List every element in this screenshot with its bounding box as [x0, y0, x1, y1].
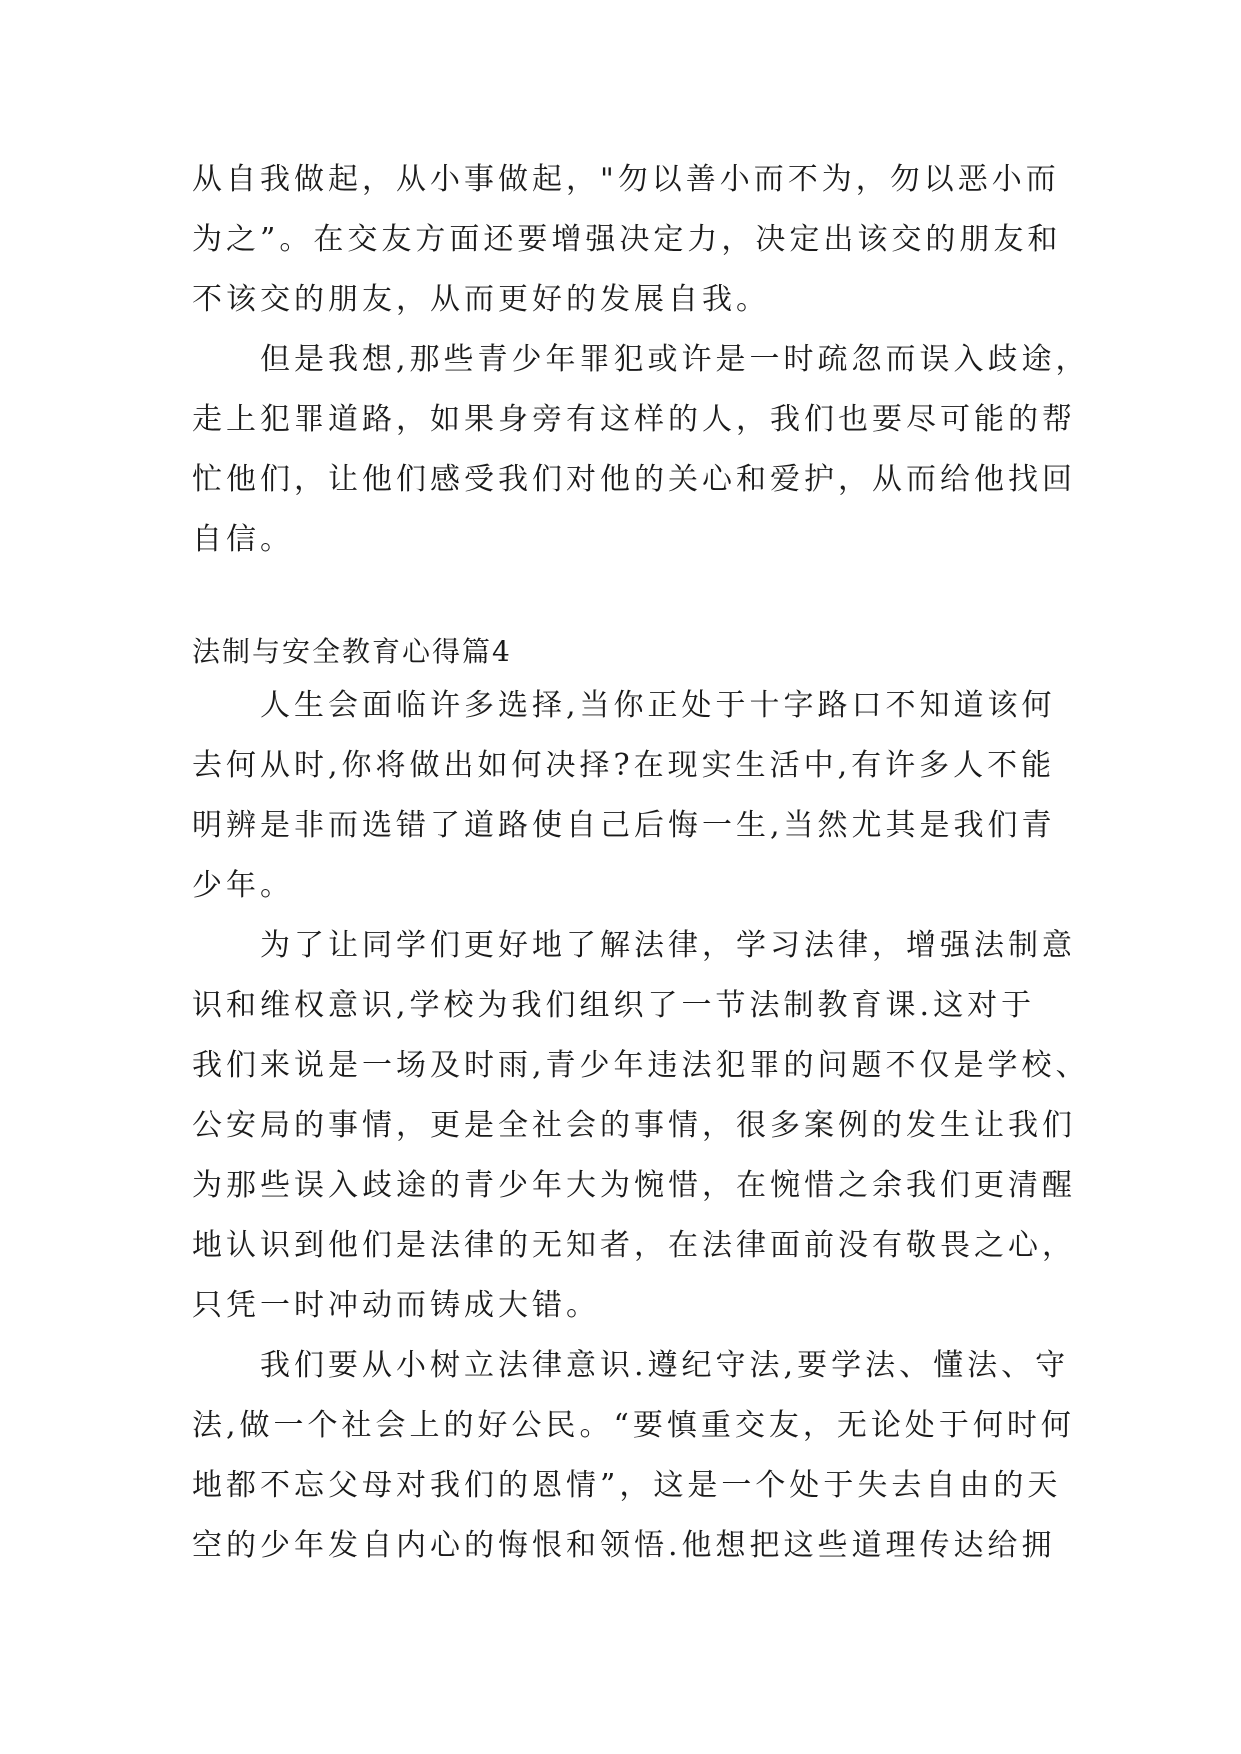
text-line: 地认识到他们是法律的无知者，在法律面前没有敬畏之心，	[192, 1228, 1076, 1263]
text-line: 我们要从小树立法律意识.遵纪守法,要学法、懂法、守	[192, 1348, 1070, 1383]
text-line: 识和维权意识,学校为我们组织了一节法制教育课.这对于	[192, 988, 1036, 1023]
text-line: 从自我做起，从小事做起，"勿以善小而不为，勿以恶小而	[192, 162, 1060, 197]
text-line: 自信。	[192, 522, 294, 557]
text-line: 少年。	[192, 868, 294, 903]
text-line: 只凭一时冲动而铸成大错。	[192, 1288, 600, 1323]
text-line: 为之”。在交友方面还要增强决定力，决定出该交的朋友和	[192, 222, 1062, 257]
text-line: 公安局的事情，更是全社会的事情，很多案例的发生让我们	[192, 1108, 1076, 1143]
text-line: 但是我想,那些青少年罪犯或许是一时疏忽而误入歧途，	[192, 342, 1090, 377]
paragraph-block-2	[192, 676, 1090, 1576]
text-line: 为了让同学们更好地了解法律，学习法律，增强法制意	[192, 928, 1076, 963]
paragraph-block-1	[192, 150, 1090, 570]
text-line: 忙他们，让他们感受我们对他的关心和爱护，从而给他找回	[192, 462, 1076, 497]
text-line: 为那些误入歧途的青少年大为惋惜，在惋惜之余我们更清醒	[192, 1168, 1076, 1203]
text-line: 去何从时,你将做出如何决择?在现实生活中,有许多人不能	[192, 748, 1056, 783]
text-line: 地都不忘父母对我们的恩情”，这是一个处于失去自由的天	[192, 1468, 1062, 1503]
text-line: 人生会面临许多选择,当你正处于十字路口不知道该何	[192, 688, 1056, 723]
text-line: 空的少年发自内心的悔恨和领悟.他想把这些道理传达给拥	[192, 1528, 1056, 1563]
section-heading: 法制与安全教育心得篇4	[192, 635, 512, 668]
text-line: 走上犯罪道路，如果身旁有这样的人，我们也要尽可能的帮	[192, 402, 1076, 437]
text-line: 法,做一个社会上的好公民。“要慎重交友，无论处于何时何	[192, 1408, 1075, 1443]
text-line: 明辨是非而选错了道路使自己后悔一生,当然尤其是我们青	[192, 808, 1056, 843]
text-line: 不该交的朋友，从而更好的发展自我。	[192, 282, 770, 317]
text-line: 我们来说是一场及时雨,青少年违法犯罪的问题不仅是学校、	[192, 1048, 1090, 1083]
